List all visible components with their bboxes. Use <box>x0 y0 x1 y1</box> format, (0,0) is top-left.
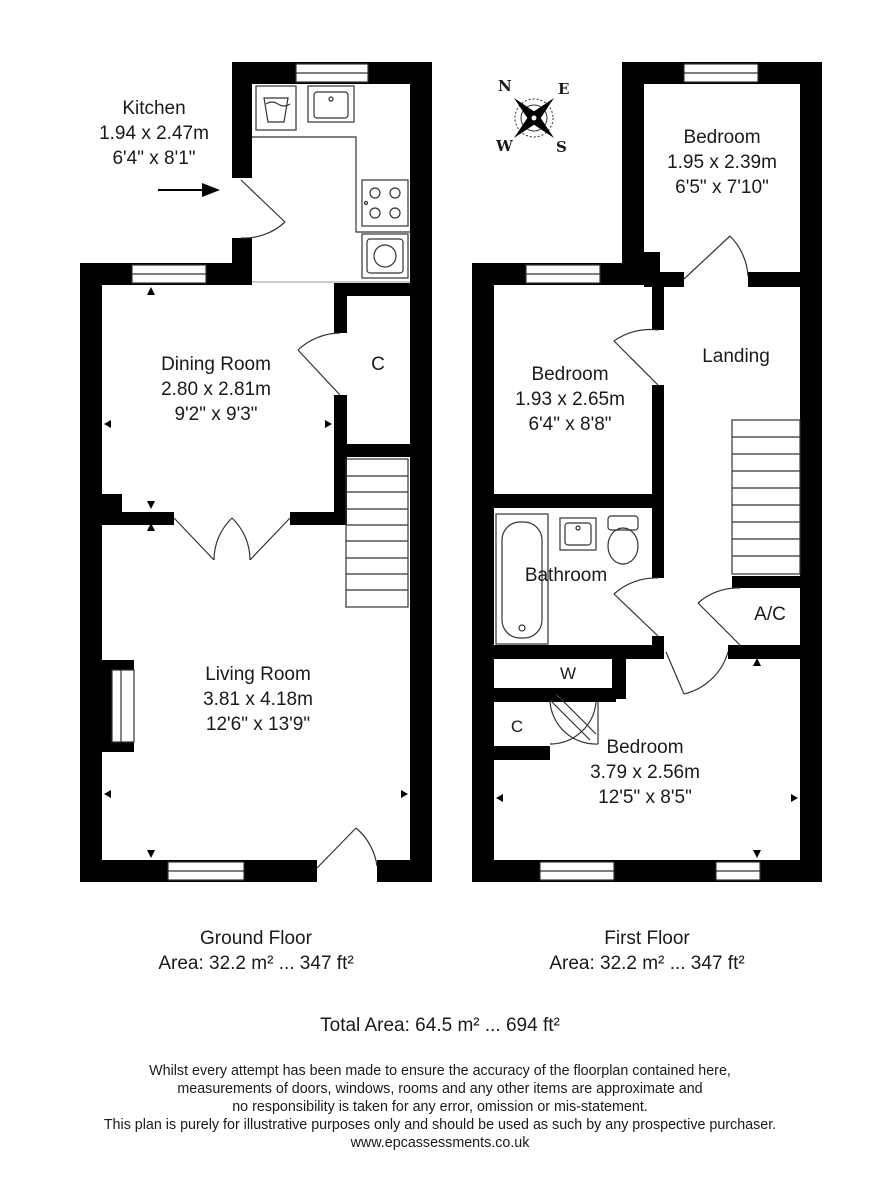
ground-floor-windows <box>132 64 368 880</box>
wardrobe-label <box>548 661 588 686</box>
living-room-name: Living Room <box>205 664 311 685</box>
compass-rose <box>514 98 554 138</box>
first-cupboard-label <box>497 714 537 739</box>
landing-label <box>676 344 796 369</box>
ground-floor-area: Area: 32.2 m² ... 347 ft² <box>158 953 354 974</box>
first-floor-area: Area: 32.2 m² ... 347 ft² <box>549 953 745 974</box>
disclaimer-line: This plan is purely for illustrative purposes only and should be used as such by any prospective purchaser. <box>103 1117 777 1133</box>
disclaimer-line: Whilst every attempt has been made to ensure the accuracy of the floorplan contained here, <box>149 1063 731 1079</box>
first-floor-title: First Floor <box>604 928 690 949</box>
landing-name: Landing <box>702 346 770 367</box>
living-room-metric: 3.81 x 4.18m <box>203 689 313 710</box>
bedroom-top-metric: 1.95 x 2.39m <box>667 152 777 173</box>
disclaimer-website: www.epcassessments.co.uk <box>350 1135 530 1151</box>
kitchen-name: Kitchen <box>122 98 186 119</box>
compass-east-label: E <box>558 80 570 98</box>
ground-cupboard-name: C <box>371 354 385 375</box>
compass-west-label: W <box>496 137 513 155</box>
ground-floor-walls <box>80 62 432 882</box>
disclaimer <box>40 1062 840 1152</box>
compass-south-label: S <box>556 138 567 156</box>
compass-north-label: N <box>498 77 512 95</box>
bedroom-top-name: Bedroom <box>683 127 761 148</box>
kitchen-imperial: 6'4" x 8'1" <box>112 148 196 169</box>
bathroom-name: Bathroom <box>524 565 608 586</box>
bedroom-bottom-name: Bedroom <box>606 737 684 758</box>
dining-room-label <box>126 352 306 427</box>
dining-room-imperial: 9'2" x 9'3" <box>174 404 258 425</box>
airing-cupboard-name: A/C <box>754 604 786 625</box>
bedroom-mid-metric: 1.93 x 2.65m <box>515 389 625 410</box>
living-room-imperial: 12'6" x 13'9" <box>205 714 311 735</box>
bedroom-bottom-metric: 3.79 x 2.56m <box>590 762 700 783</box>
bedroom-bottom-label <box>555 735 735 810</box>
bedroom-mid-imperial: 6'4" x 8'8" <box>528 414 612 435</box>
ground-cupboard-label <box>358 352 398 377</box>
bedroom-bottom-imperial: 12'5" x 8'5" <box>598 787 692 808</box>
dining-room-metric: 2.80 x 2.81m <box>161 379 271 400</box>
kitchen-label <box>64 96 244 171</box>
dining-room-name: Dining Room <box>161 354 271 375</box>
entrance-arrow-icon <box>158 183 220 197</box>
total-area: Total Area: 64.5 m² ... 694 ft² <box>320 1015 560 1036</box>
living-room-label <box>168 662 348 737</box>
wardrobe-name: W <box>559 664 577 683</box>
first-cupboard-name: C <box>510 717 524 736</box>
bedroom-mid-name: Bedroom <box>531 364 609 385</box>
first-floor-caption <box>497 926 797 976</box>
kitchen-metric: 1.94 x 2.47m <box>99 123 209 144</box>
bedroom-mid-label <box>480 362 660 437</box>
disclaimer-line: no responsibility is taken for any error, omission or mis-statement. <box>232 1099 648 1115</box>
disclaimer-line: measurements of doors, windows, rooms and any other items are approximate and <box>177 1081 703 1097</box>
ground-floor-title: Ground Floor <box>200 928 312 949</box>
bedroom-top-imperial: 6'5" x 7'10" <box>675 177 769 198</box>
bedroom-top-label <box>632 125 812 200</box>
bathroom-label <box>506 563 626 588</box>
airing-cupboard-label <box>740 602 800 627</box>
ground-floor-caption <box>106 926 406 976</box>
